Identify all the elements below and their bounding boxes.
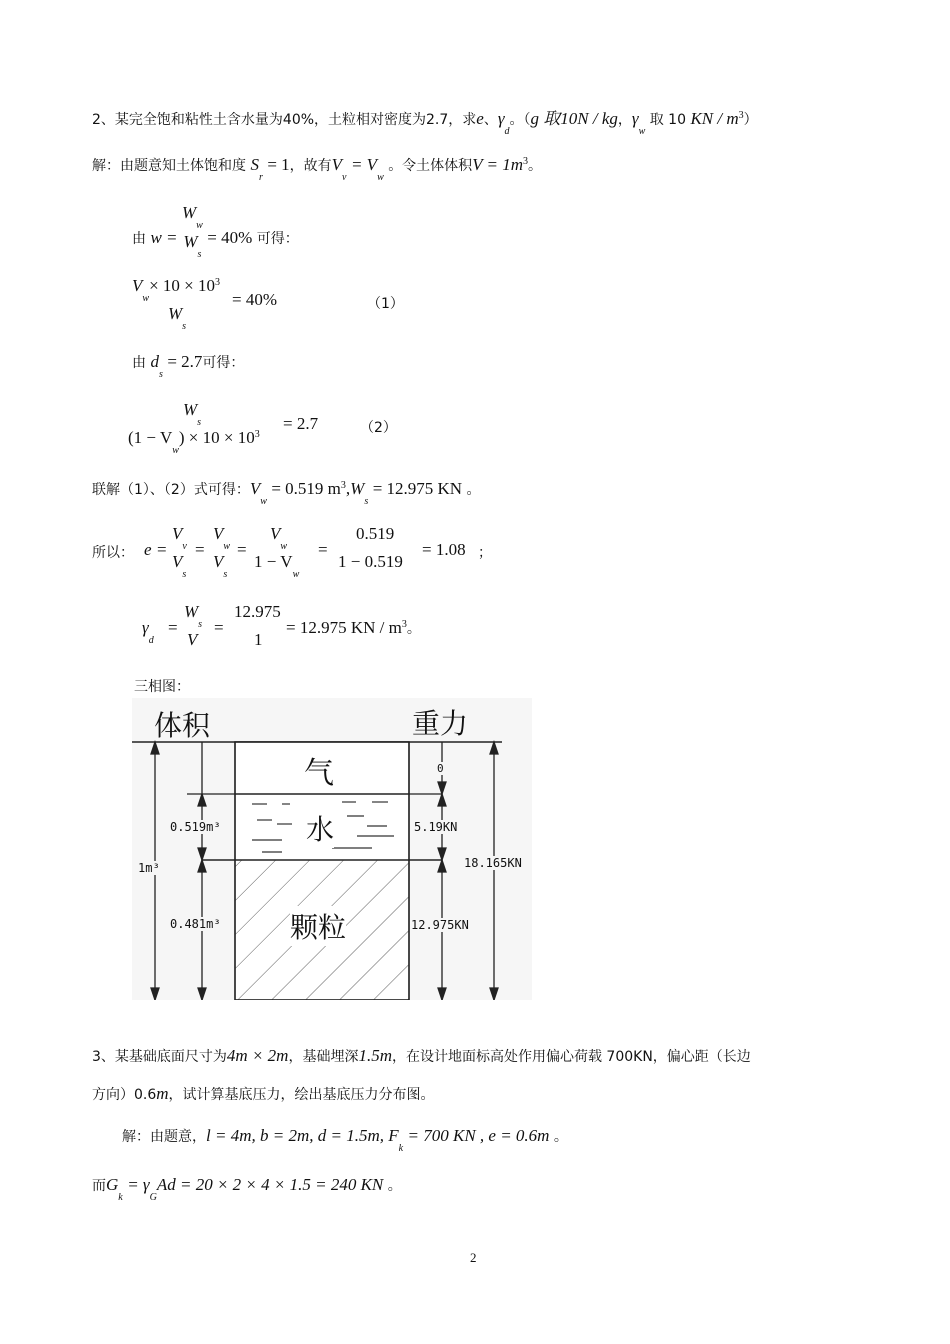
p3-line2-a: 方向）0.6 <box>92 1087 157 1103</box>
e-num-Vw: V <box>213 524 224 543</box>
joint-W: W <box>350 479 365 498</box>
p3-G-rest: Ad = 20 × 2 × 4 × 1.5 = 240 KN <box>156 1175 384 1194</box>
paren-close: ） <box>743 112 758 128</box>
eq1-result: = 40% <box>232 290 277 309</box>
vol-water: 0.519m³ <box>170 820 221 834</box>
e-num-sub-w2: w <box>280 541 288 552</box>
gd-den-V: V <box>187 630 198 649</box>
joint-sub-w: w <box>260 496 267 507</box>
page-number: 2 <box>470 1250 477 1265</box>
three-phase-label: 三相图： <box>134 679 190 695</box>
eq1-W: W <box>168 304 183 323</box>
joint-vals: = 0.519 m <box>271 479 341 498</box>
intro-prefix: 解：由题意知土体饱和度 <box>92 158 246 174</box>
e-den-sub-w: w <box>292 569 300 580</box>
p3-G-end: 。 <box>387 1178 402 1194</box>
can-get: 可得： <box>256 231 299 247</box>
eq2-val: = 2.7 <box>283 414 319 433</box>
eq2-W: W <box>183 400 198 419</box>
gd-sup: 3 <box>401 619 407 630</box>
p3-sol-vals2: = 700 KN , e = 0.6m <box>407 1126 550 1145</box>
w-fraction <box>182 200 203 258</box>
sep: 、 <box>483 112 498 128</box>
joint-sup: 3 <box>340 480 346 491</box>
so-prefix: 所以： <box>92 545 134 561</box>
joint-end: 。 <box>466 482 481 498</box>
solution-intro <box>92 155 543 183</box>
e-result: = 1.08 <box>422 540 466 559</box>
joint-solution: 联解（1）、（2）式可得：$V_w = 0.519$ $m^3,W_s = 12.975$ KN 。 <box>92 479 481 507</box>
e-var: e <box>144 540 152 559</box>
equation-1 <box>132 276 404 332</box>
sub-v: v <box>342 172 347 183</box>
sub-w: w <box>638 126 646 137</box>
phase-water: 水 <box>306 808 334 848</box>
e-eq-1: = <box>157 540 167 559</box>
ds-val: = 2.7 <box>167 352 203 371</box>
p3-line1-a: 3、某基础底面尺寸为 <box>92 1049 227 1065</box>
gd-num-W: W <box>184 602 199 621</box>
intro-mid: ，故有 <box>289 158 332 174</box>
paren-open: 。（ <box>509 112 531 128</box>
var-e: e <box>476 109 484 128</box>
p3-G: G <box>106 1175 119 1194</box>
eq1-num: × 10 × 10 <box>149 276 215 295</box>
eq2-sub-s: s <box>197 417 202 428</box>
den-0519: 1 − 0.519 <box>338 552 403 571</box>
eq1-numerator <box>132 276 220 304</box>
ds-sub-s: s <box>158 369 163 380</box>
V-eq: V = 1m <box>472 155 524 174</box>
p3-G-sub-k: k <box>118 1192 123 1203</box>
joint-prefix: 联解（1）、（2）式可得： <box>92 482 250 498</box>
sup-3b: 3 <box>523 156 529 167</box>
problem3-line1 <box>92 1046 751 1066</box>
problem2-text: 2、某完全饱和粘性土含水量为40%，土粒相对密度为2.7，求 <box>92 112 477 128</box>
var-d: d <box>150 352 159 371</box>
gd-result: = 12.975 KN / m <box>286 618 402 637</box>
e-eq-3: = <box>237 540 247 559</box>
sub-w2: w <box>377 172 384 183</box>
p3-G-prefix: 而 <box>92 1178 106 1194</box>
p3-end: 。 <box>553 1129 568 1145</box>
joint-ws: = 12.975 KN <box>372 479 463 498</box>
vol-total: 1m³ <box>138 861 160 875</box>
sub-r: r <box>258 172 263 183</box>
p3-sol-prefix: 解：由题意， <box>122 1129 206 1145</box>
var-S: S <box>250 155 259 174</box>
gd-den: 1 <box>254 630 263 649</box>
var-gamma-w: γ <box>631 109 639 128</box>
num-0519: 0.519 <box>356 524 395 543</box>
weight-solid: 12.975KN <box>411 918 469 932</box>
e-semicolon: ； <box>478 545 492 561</box>
var-gamma: γ <box>497 109 505 128</box>
problem3-solution <box>122 1126 568 1154</box>
p3-m: m <box>156 1084 169 1103</box>
eqV: = V <box>350 155 378 174</box>
problem3-line2 <box>92 1084 435 1104</box>
p3-line1-c: ，在设计地面标高处作用偏心荷载 700KN，偏心距（长边 <box>391 1049 751 1065</box>
phase-solid: 颗粒 <box>290 906 346 946</box>
phase-air: 气 <box>304 756 334 791</box>
den-W: W <box>183 232 198 251</box>
e-den-sub-s: s <box>182 569 187 580</box>
num-sub-w: w <box>196 220 203 231</box>
gd-sub-d: d <box>148 635 154 646</box>
p3-G-eq: = γ <box>127 1175 150 1194</box>
period: 。 <box>528 158 543 174</box>
joint-V: V <box>249 479 261 498</box>
e-num-Vw2: V <box>270 524 281 543</box>
p3-sol-vals: l = 4m, b = 2m, d = 1.5m, F <box>206 1126 399 1145</box>
p3-depth: 1.5m <box>358 1046 392 1065</box>
weight-water: 5.19KN <box>414 820 458 834</box>
weight-air: 0 <box>437 762 444 775</box>
e-num-sub-v: v <box>182 541 187 552</box>
eq1-sub-s: s <box>182 321 187 332</box>
e-den-sub-s2: s <box>223 569 228 580</box>
e-num-sub-w: w <box>223 541 231 552</box>
e-den-Vs: V <box>213 552 224 571</box>
gd-eq-1: = <box>168 618 178 637</box>
eq2-den2: ) × 10 × 10 <box>178 428 255 447</box>
eq2-label: （2） <box>360 420 397 436</box>
gd-gamma: γ <box>142 618 149 637</box>
num-W: W <box>181 203 197 222</box>
header-volume: 体积 <box>154 709 211 742</box>
e-one-minus: 1 − V <box>254 552 293 571</box>
comma: ， <box>617 112 632 128</box>
gd-eq-2: = <box>214 618 224 637</box>
eq2-sup: 3 <box>254 429 260 440</box>
g-part: g 取10N / kg <box>530 109 618 128</box>
e-eq-4: = <box>318 540 328 559</box>
header-weight: 重力 <box>412 707 469 740</box>
e-den-V: V <box>172 552 183 571</box>
take-text: 取 10 <box>649 112 686 128</box>
eq1-label: （1） <box>367 296 404 312</box>
problem3-G <box>92 1175 402 1203</box>
joint-sub-s: s <box>364 496 369 507</box>
eq1-V: V <box>132 276 143 295</box>
pct40: = 40% <box>207 228 253 247</box>
e-eq-2: = <box>195 540 205 559</box>
e-num-V: V <box>172 524 183 543</box>
problem2-statement <box>92 104 758 137</box>
gd-end: 。 <box>406 621 421 637</box>
from-ds: 由 <box>132 355 146 371</box>
from-label: 由 <box>132 231 146 247</box>
den-sub-s: s <box>197 249 202 260</box>
ds-line <box>132 352 245 380</box>
w-equation <box>132 200 299 258</box>
sub-d: d <box>504 126 510 137</box>
w-eq: w = <box>150 228 178 247</box>
eq2-sub-w: w <box>172 445 179 456</box>
p3-sub-k: k <box>398 1143 404 1154</box>
p3-line1-b: ，基础埋深 <box>288 1049 359 1065</box>
p3-G-sub-G: G <box>149 1192 157 1203</box>
eq1: = 1 <box>267 155 290 174</box>
eq2-den: (1 − V <box>128 428 173 447</box>
weight-total: 18.165KN <box>464 856 522 870</box>
intro-mid2: 。令土体体积 <box>388 158 473 174</box>
p3-dims: 4m × 2m <box>226 1046 289 1065</box>
p3-line2-b: ，试计算基底压力，绘出基底压力分布图。 <box>168 1087 435 1103</box>
gd-num: 12.975 <box>234 602 281 621</box>
sup-3: 3 <box>738 110 744 121</box>
three-phase-diagram <box>132 698 532 1000</box>
unit-kn-m3: KN / m <box>690 109 739 128</box>
vol-solid: 0.481m³ <box>170 917 221 931</box>
gd-num-sub-s: s <box>198 619 203 630</box>
ds-can-get: 可得： <box>202 355 245 371</box>
var-V: V <box>331 155 343 174</box>
eq1-sup: 3 <box>215 277 220 288</box>
eq1-sub-w: w <box>142 293 150 304</box>
